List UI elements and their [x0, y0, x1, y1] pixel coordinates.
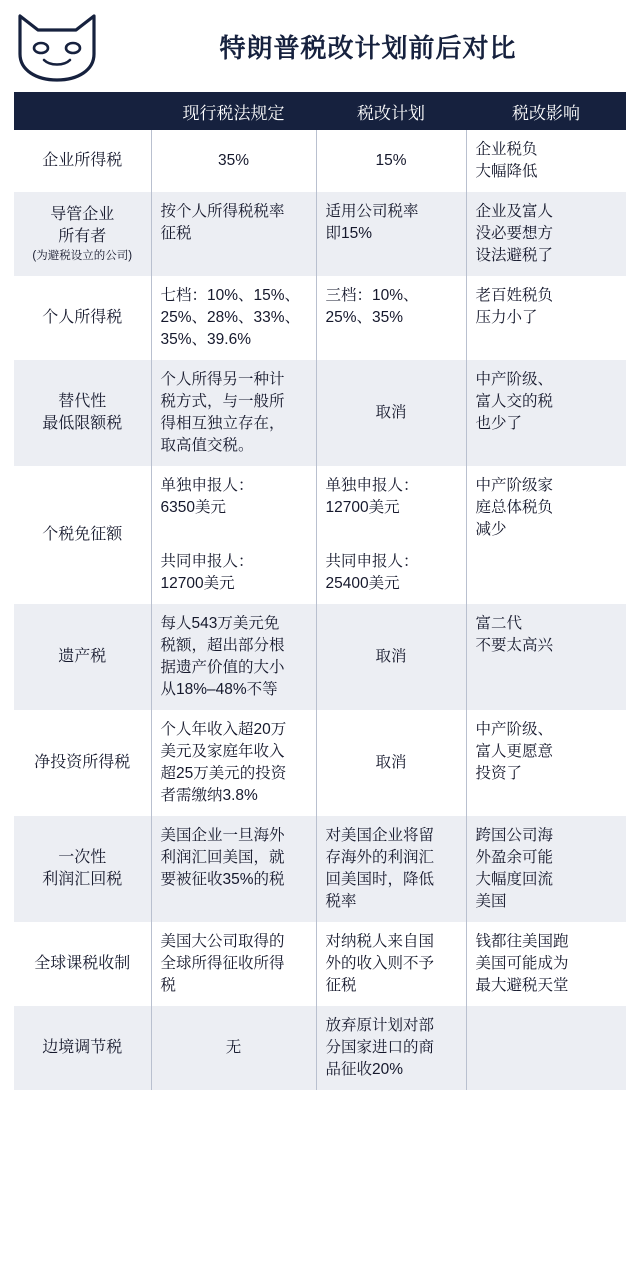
- row-label: 替代性 最低限额税: [14, 360, 151, 466]
- cell-tax-plan: 适用公司税率 即15%: [316, 192, 466, 276]
- table-header-row: [14, 92, 626, 130]
- cell-impact: 中产阶级、 富人更愿意 投资了: [466, 710, 626, 816]
- table-row: [14, 130, 626, 192]
- table-row: [14, 922, 626, 1006]
- row-label: 个人所得税: [14, 276, 151, 360]
- cell-impact: 中产阶级家 庭总体税负 减少: [466, 466, 626, 604]
- cell-tax-plan: 三档：10%、 25%、35%: [316, 276, 466, 360]
- cell-impact: 企业税负 大幅降低: [466, 130, 626, 192]
- cell-current-law: 按个人所得税税率 征税: [151, 192, 316, 276]
- cell-current-law: 美国企业一旦海外 利润汇回美国，就 要被征收35%的税: [151, 816, 316, 922]
- table-row: [14, 466, 626, 604]
- table-row: [14, 360, 626, 466]
- title-container: [110, 0, 626, 92]
- column-header-current-law: 现行税法规定: [151, 92, 316, 130]
- table-row: [14, 276, 626, 360]
- cell-tax-plan: 取消: [316, 710, 466, 816]
- table-row: [14, 710, 626, 816]
- cat-face-logo-icon: [14, 8, 100, 84]
- cell-impact: 钱都往美国跑 美国可能成为 最大避税天堂: [466, 922, 626, 1006]
- cell-impact: 企业及富人 没必要想方 设法避税了: [466, 192, 626, 276]
- column-header-tax-plan: 税改计划: [316, 92, 466, 130]
- cell-tax-plan: 放弃原计划对部 分国家进口的商 品征收20%: [316, 1006, 466, 1090]
- column-header-impact: 税改影响: [466, 92, 626, 130]
- cell-tax-plan: 15%: [316, 130, 466, 192]
- table-body: [14, 130, 626, 1090]
- table-header: [14, 92, 626, 130]
- table-row: [14, 816, 626, 922]
- cell-tax-plan: 单独申报人： 12700美元 共同申报人： 25400美元: [316, 466, 466, 604]
- cell-current-law: 每人543万美元免 税额，超出部分根 据遗产价值的大小 从18%–48%不等: [151, 604, 316, 710]
- cell-tax-plan: 对纳税人来自国 外的收入则不予 征税: [316, 922, 466, 1006]
- comparison-table: [14, 92, 626, 1090]
- cell-tax-plan: 取消: [316, 360, 466, 466]
- cell-current-law: 单独申报人： 6350美元 共同申报人： 12700美元: [151, 466, 316, 604]
- cell-impact: 富二代 不要太高兴: [466, 604, 626, 710]
- row-label: 全球课税收制: [14, 922, 151, 1006]
- table-row: [14, 1006, 626, 1090]
- cell-impact: 老百姓税负 压力小了: [466, 276, 626, 360]
- cell-impact: 跨国公司海 外盈余可能 大幅度回流 美国: [466, 816, 626, 922]
- cell-current-law: 个人所得另一种计 税方式，与一般所 得相互独立存在， 取高值交税。: [151, 360, 316, 466]
- row-label-note: (为避税设立的公司): [32, 250, 133, 263]
- column-header-blank: [14, 92, 151, 130]
- row-label: 个税免征额: [14, 466, 151, 604]
- cell-impact: [466, 1006, 626, 1090]
- cell-tax-plan: 取消: [316, 604, 466, 710]
- cell-tax-plan: 对美国企业将留 存海外的利润汇 回美国时，降低 税率: [316, 816, 466, 922]
- row-label: 一次性 利润汇回税: [14, 816, 151, 922]
- page-title: 特朗普税改计划前后对比: [219, 33, 517, 63]
- row-label: 净投资所得税: [14, 710, 151, 816]
- page-header: [0, 0, 640, 92]
- cell-impact: 中产阶级、 富人交的税 也少了: [466, 360, 626, 466]
- cell-current-law: 个人年收入超20万 美元及家庭年收入 超25万美元的投资 者需缴纳3.8%: [151, 710, 316, 816]
- comparison-table-wrap: [14, 92, 626, 1090]
- row-label: 企业所得税: [14, 130, 151, 192]
- cell-current-law: 美国大公司取得的 全球所得征收所得 税: [151, 922, 316, 1006]
- table-row: [14, 604, 626, 710]
- row-label: 边境调节税: [14, 1006, 151, 1090]
- cell-current-law: 无: [151, 1006, 316, 1090]
- row-label: 导管企业 所有者 (为避税设立的公司): [14, 192, 151, 276]
- cell-current-law: 35%: [151, 130, 316, 192]
- table-row: [14, 192, 626, 276]
- cell-current-law: 七档：10%、15%、 25%、28%、33%、 35%、39.6%: [151, 276, 316, 360]
- row-label: 遗产税: [14, 604, 151, 710]
